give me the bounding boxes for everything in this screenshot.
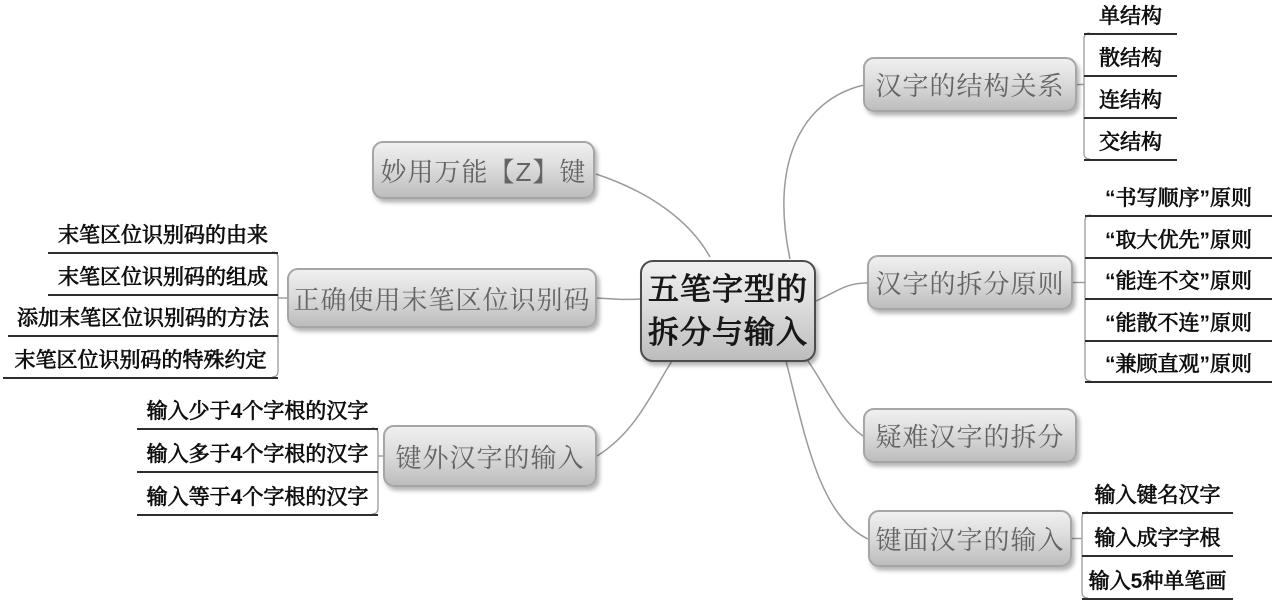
- leaf-topic-offkey-2[interactable]: 输入等于4个字根的汉字: [137, 484, 378, 516]
- leaf-topic-onkey-2[interactable]: 输入5种单笔画: [1082, 568, 1233, 600]
- connector-center-zkey: [596, 174, 710, 257]
- branch-topic-difficult[interactable]: 疑难汉字的拆分: [863, 408, 1077, 463]
- branch-topic-idcode[interactable]: 正确使用末笔区位识别码: [287, 268, 597, 328]
- leaf-topic-principles-3[interactable]: “能散不连”原则: [1085, 310, 1272, 342]
- leaf-topic-idcode-0[interactable]: 末笔区位识别码的由来: [48, 222, 278, 254]
- leaf-topic-structure-3[interactable]: 交结构: [1084, 129, 1177, 161]
- connector-center-idcode: [596, 298, 642, 299]
- leaf-topic-principles-1[interactable]: “取大优先”原则: [1085, 227, 1272, 259]
- branch-topic-zkey[interactable]: 妙用万能【Z】键: [372, 141, 595, 199]
- branch-topic-offkey[interactable]: 键外汉字的输入: [383, 425, 597, 487]
- branch-topic-structure[interactable]: 汉字的结构关系: [863, 57, 1077, 112]
- leaf-topic-principles-4[interactable]: “兼顾直观”原则: [1085, 351, 1272, 383]
- leaf-topic-offkey-0[interactable]: 输入少于4个字根的汉字: [137, 398, 378, 430]
- branch-topic-principles[interactable]: 汉字的拆分原则: [867, 255, 1073, 310]
- leaf-topic-offkey-1[interactable]: 输入多于4个字根的汉字: [137, 441, 378, 473]
- leaf-topic-idcode-2[interactable]: 添加末笔区位识别码的方法: [8, 305, 278, 337]
- leaf-topic-idcode-1[interactable]: 末笔区位识别码的组成: [48, 264, 278, 296]
- leaf-topic-principles-0[interactable]: “书写顺序”原则: [1085, 185, 1272, 217]
- leaf-topic-onkey-1[interactable]: 输入成字字根: [1082, 525, 1233, 557]
- leaf-topic-idcode-3[interactable]: 末笔区位识别码的特殊约定: [3, 347, 278, 379]
- leaf-topic-structure-2[interactable]: 连结构: [1084, 87, 1177, 119]
- connector-center-principles: [816, 283, 867, 301]
- connector-center-offkey: [597, 361, 672, 456]
- center-topic[interactable]: [640, 260, 816, 362]
- leaf-topic-principles-2[interactable]: “能连不交”原则: [1085, 268, 1272, 300]
- connector-center-onkey: [786, 361, 868, 539]
- branch-topic-onkey[interactable]: 键面汉字的输入: [868, 510, 1072, 567]
- leaf-topic-structure-1[interactable]: 散结构: [1084, 45, 1177, 77]
- center-topic-line1: 五笔字型的: [648, 272, 808, 307]
- connector-center-difficult: [808, 361, 863, 436]
- leaf-topic-structure-0[interactable]: 单结构: [1084, 3, 1177, 35]
- leaf-topic-onkey-0[interactable]: 输入键名汉字: [1082, 482, 1233, 514]
- center-topic-line2: 拆分与输入: [648, 315, 808, 350]
- connector-center-structure: [784, 85, 864, 259]
